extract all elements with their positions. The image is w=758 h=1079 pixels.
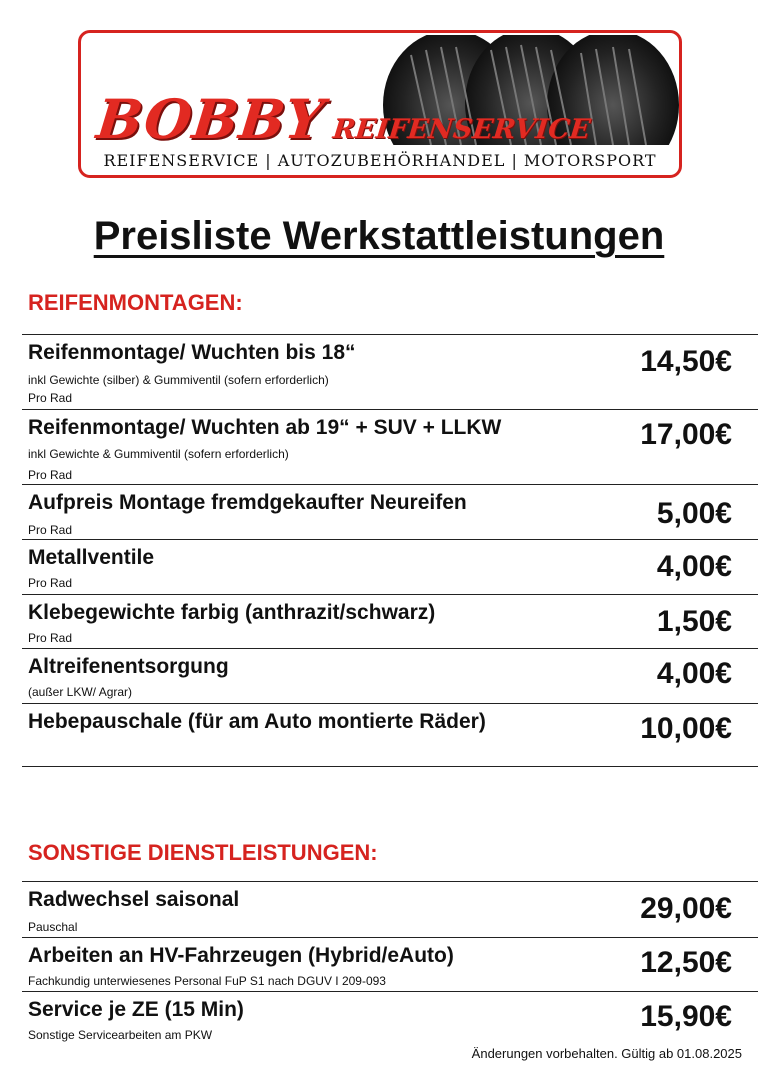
service-note: inkl Gewichte (silber) & Gummiventil (sofern erforderlich) <box>28 373 329 387</box>
company-logo <box>78 30 682 178</box>
page-title: Preisliste Werkstattleistungen <box>93 214 665 258</box>
service-note: (außer LKW/ Agrar) <box>28 685 133 699</box>
price-row <box>22 484 758 539</box>
price-row <box>22 409 758 484</box>
service-price: 29,00€ <box>640 892 732 925</box>
service-price: 17,00€ <box>640 418 732 451</box>
price-row <box>22 937 758 991</box>
service-name: Reifenmontage/ Wuchten ab 19“ + SUV + LLKW <box>28 416 502 439</box>
price-row <box>22 703 758 767</box>
service-unit: Pro Rad <box>28 391 73 405</box>
service-unit: Pro Rad <box>28 631 73 645</box>
service-note: inkl Gewichte & Gummiventil (sofern erforderlich) <box>28 447 289 461</box>
service-name: Hebepauschale (für am Auto montierte Räder) <box>28 710 486 733</box>
logo-tagline: REIFENSERVICE | AUTOZUBEHÖRHANDEL | MOTORSPORT <box>103 151 657 170</box>
service-unit: Pro Rad <box>28 523 73 537</box>
brand-subtitle: REIFENSERVICE <box>330 114 592 145</box>
service-price: 4,00€ <box>656 550 732 583</box>
service-note: Pauschal <box>28 920 78 934</box>
service-price: 10,00€ <box>640 712 732 745</box>
service-name: Service je ZE (15 Min) <box>28 998 244 1021</box>
section-title-reifenmontagen: REIFENMONTAGEN: <box>28 290 243 315</box>
brand-name: BOBBY <box>93 87 328 151</box>
service-name: Reifenmontage/ Wuchten bis 18“ <box>28 341 356 364</box>
price-row <box>22 334 758 409</box>
service-name: Radwechsel saisonal <box>28 888 240 911</box>
price-row <box>22 991 758 1044</box>
service-name: Arbeiten an HV-Fahrzeugen (Hybrid/eAuto) <box>28 944 454 967</box>
service-unit: Pro Rad <box>28 576 73 590</box>
service-price: 15,90€ <box>640 1000 732 1033</box>
price-row <box>22 539 758 594</box>
service-note: Fachkundig unterwiesenes Personal FuP S1 nach DGUV I 209-093 <box>28 974 386 988</box>
service-price: 14,50€ <box>640 345 732 378</box>
brand-wordmark <box>93 87 592 151</box>
price-row <box>22 648 758 703</box>
service-price: 4,00€ <box>656 657 732 690</box>
section-title-sonstige: SONSTIGE DIENSTLEISTUNGEN: <box>28 840 378 865</box>
service-price: 1,50€ <box>656 605 732 638</box>
service-note: Sonstige Servicearbeiten am PKW <box>28 1028 213 1042</box>
service-name: Metallventile <box>28 546 155 569</box>
service-name: Aufpreis Montage fremdgekaufter Neureifen <box>28 491 467 514</box>
validity-note: Änderungen vorbehalten. Gültig ab 01.08.2025 <box>471 1046 742 1061</box>
price-row <box>22 594 758 648</box>
service-price: 12,50€ <box>640 946 732 979</box>
service-unit: Pro Rad <box>28 468 73 482</box>
service-price: 5,00€ <box>656 497 732 530</box>
price-row <box>22 881 758 937</box>
service-name: Altreifenentsorgung <box>28 655 229 678</box>
service-name: Klebegewichte farbig (anthrazit/schwarz) <box>28 601 436 624</box>
